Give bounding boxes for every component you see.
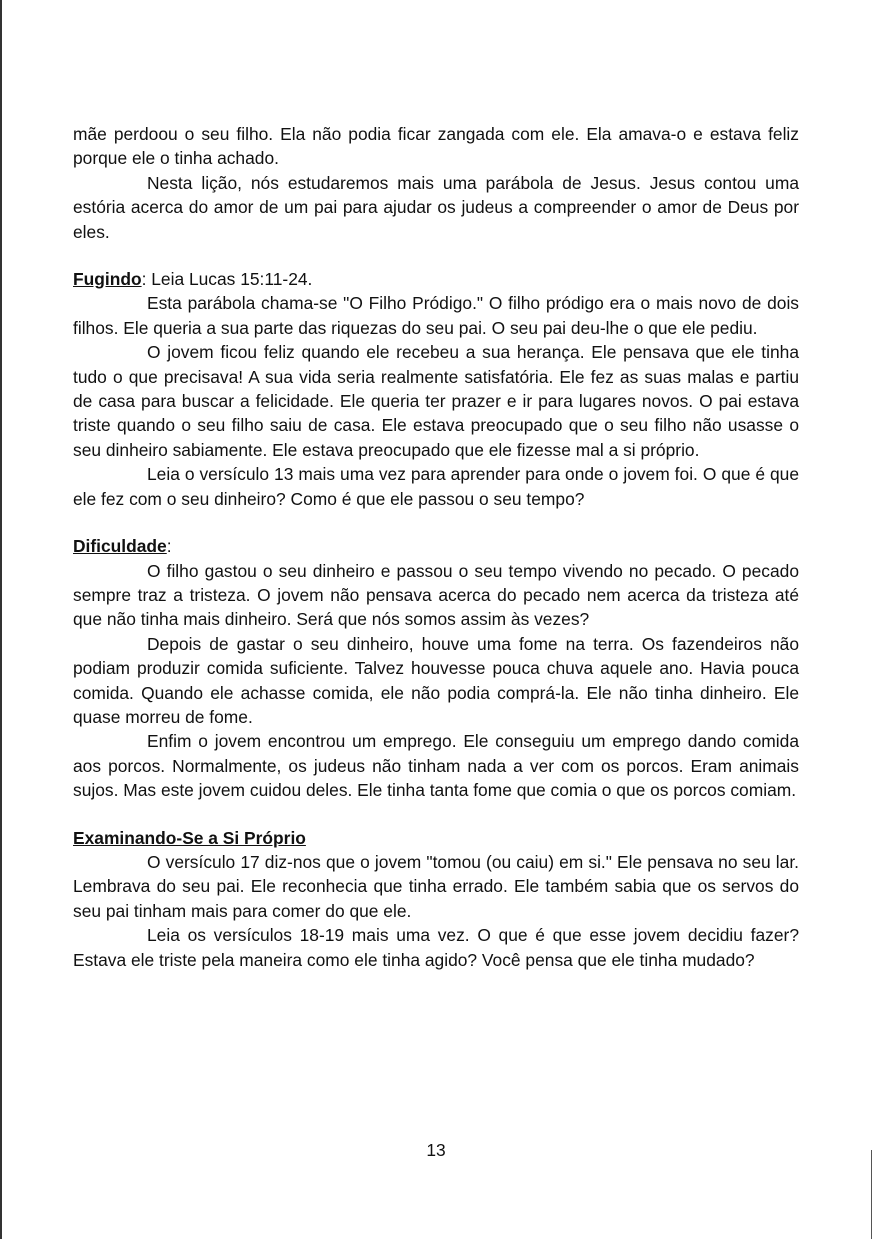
- section-heading-examinando: Examinando-Se a Si Próprio: [73, 827, 306, 848]
- dificuldade-paragraph-3: Enfim o jovem encontrou um emprego. Ele conseguiu um emprego dando comida aos porcos. Normalmente, os judeus não tinham nada a ver com os porcos. Eram animais sujos. Mas este jovem cuidou deles. Ele tinha tanta fome que comia o que os porcos comiam.: [73, 731, 799, 801]
- section-heading-suffix: : Leia Lucas 15:11-24.: [141, 269, 313, 290]
- dificuldade-paragraph-1: O filho gastou o seu dinheiro e passou o seu tempo vivendo no pecado. O pecado sempre traz a tristeza. O jovem não pensava acerca do pecado nem acerca da tristeza até que não tinha mais dinheiro. Será que nós somos assim às vezes?: [73, 560, 799, 630]
- intro-paragraph-1: mãe perdoou o seu filho. Ela não podia ficar zangada com ele. Ela amava-o e estava feliz porque ele o tinha achado.: [73, 124, 799, 169]
- examinando-paragraph-1: O versículo 17 diz-nos que o jovem "tomou (ou caiu) em si." Ele pensava no seu lar. Lembrava do seu pai. Ele reconhecia que tinha errado. Ele também sabia que os servos do seu pai tinham mais para comer do que ele.: [73, 851, 799, 921]
- section-dificuldade: [73, 534, 799, 802]
- scan-left-edge: [0, 0, 2, 1239]
- intro-paragraph-2: Nesta lição, nós estudaremos mais uma parábola de Jesus. Jesus contou uma estória acerca do amor de um pai para ajudar os judeus a compreender o amor de Deus por eles.: [73, 172, 799, 242]
- section-heading-line: [73, 534, 799, 558]
- intro-block: [73, 122, 799, 244]
- section-heading-dificuldade: Dificuldade: [73, 536, 167, 557]
- page-number: 13: [426, 1140, 446, 1160]
- fugindo-paragraph-3: Leia o versículo 13 mais uma vez para aprender para onde o jovem foi. O que é que ele fez com o seu dinheiro? Como é que ele passou o seu tempo?: [73, 464, 799, 509]
- fugindo-paragraph-1: Esta parábola chama-se "O Filho Pródigo." O filho pródigo era o mais novo de dois filhos. Ele queria a sua parte das riquezas do seu pai. O seu pai deu-lhe o que ele pediu.: [73, 293, 799, 338]
- page-content: [73, 122, 799, 972]
- section-heading-line: [73, 267, 799, 291]
- section-heading-fugindo: Fugindo: [73, 269, 142, 290]
- fugindo-paragraph-2: O jovem ficou feliz quando ele recebeu a sua herança. Ele pensava que ele tinha tudo o que precisava! A sua vida seria realmente satisfatória. Ele fez as suas malas e partiu de casa para buscar a felicidade. Ele queria ter prazer e ir para lugares novos. O pai estava triste quando o seu filho saiu de casa. Ele estava preocupado que o seu filho não usasse o seu dinheiro sabiamente. Ele estava preocupado que ele fizesse mal a si próprio.: [73, 342, 799, 460]
- section-fugindo: [73, 267, 799, 511]
- section-heading-line: [73, 826, 799, 850]
- examinando-paragraph-2: Leia os versículos 18-19 mais uma vez. O que é que esse jovem decidiu fazer? Estava ele triste pela maneira como ele tinha agido? Você pensa que ele tinha mudado?: [73, 925, 799, 970]
- dificuldade-paragraph-2: Depois de gastar o seu dinheiro, houve uma fome na terra. Os fazendeiros não podiam produzir comida suficiente. Talvez houvesse pouca chuva aquele ano. Havia pouca comida. Quando ele achasse comida, ele não podia comprá-la. Ele não tinha dinheiro. Ele quase morreu de fome.: [73, 633, 799, 727]
- section-heading-suffix: :: [166, 536, 172, 557]
- section-examinando: [73, 826, 799, 972]
